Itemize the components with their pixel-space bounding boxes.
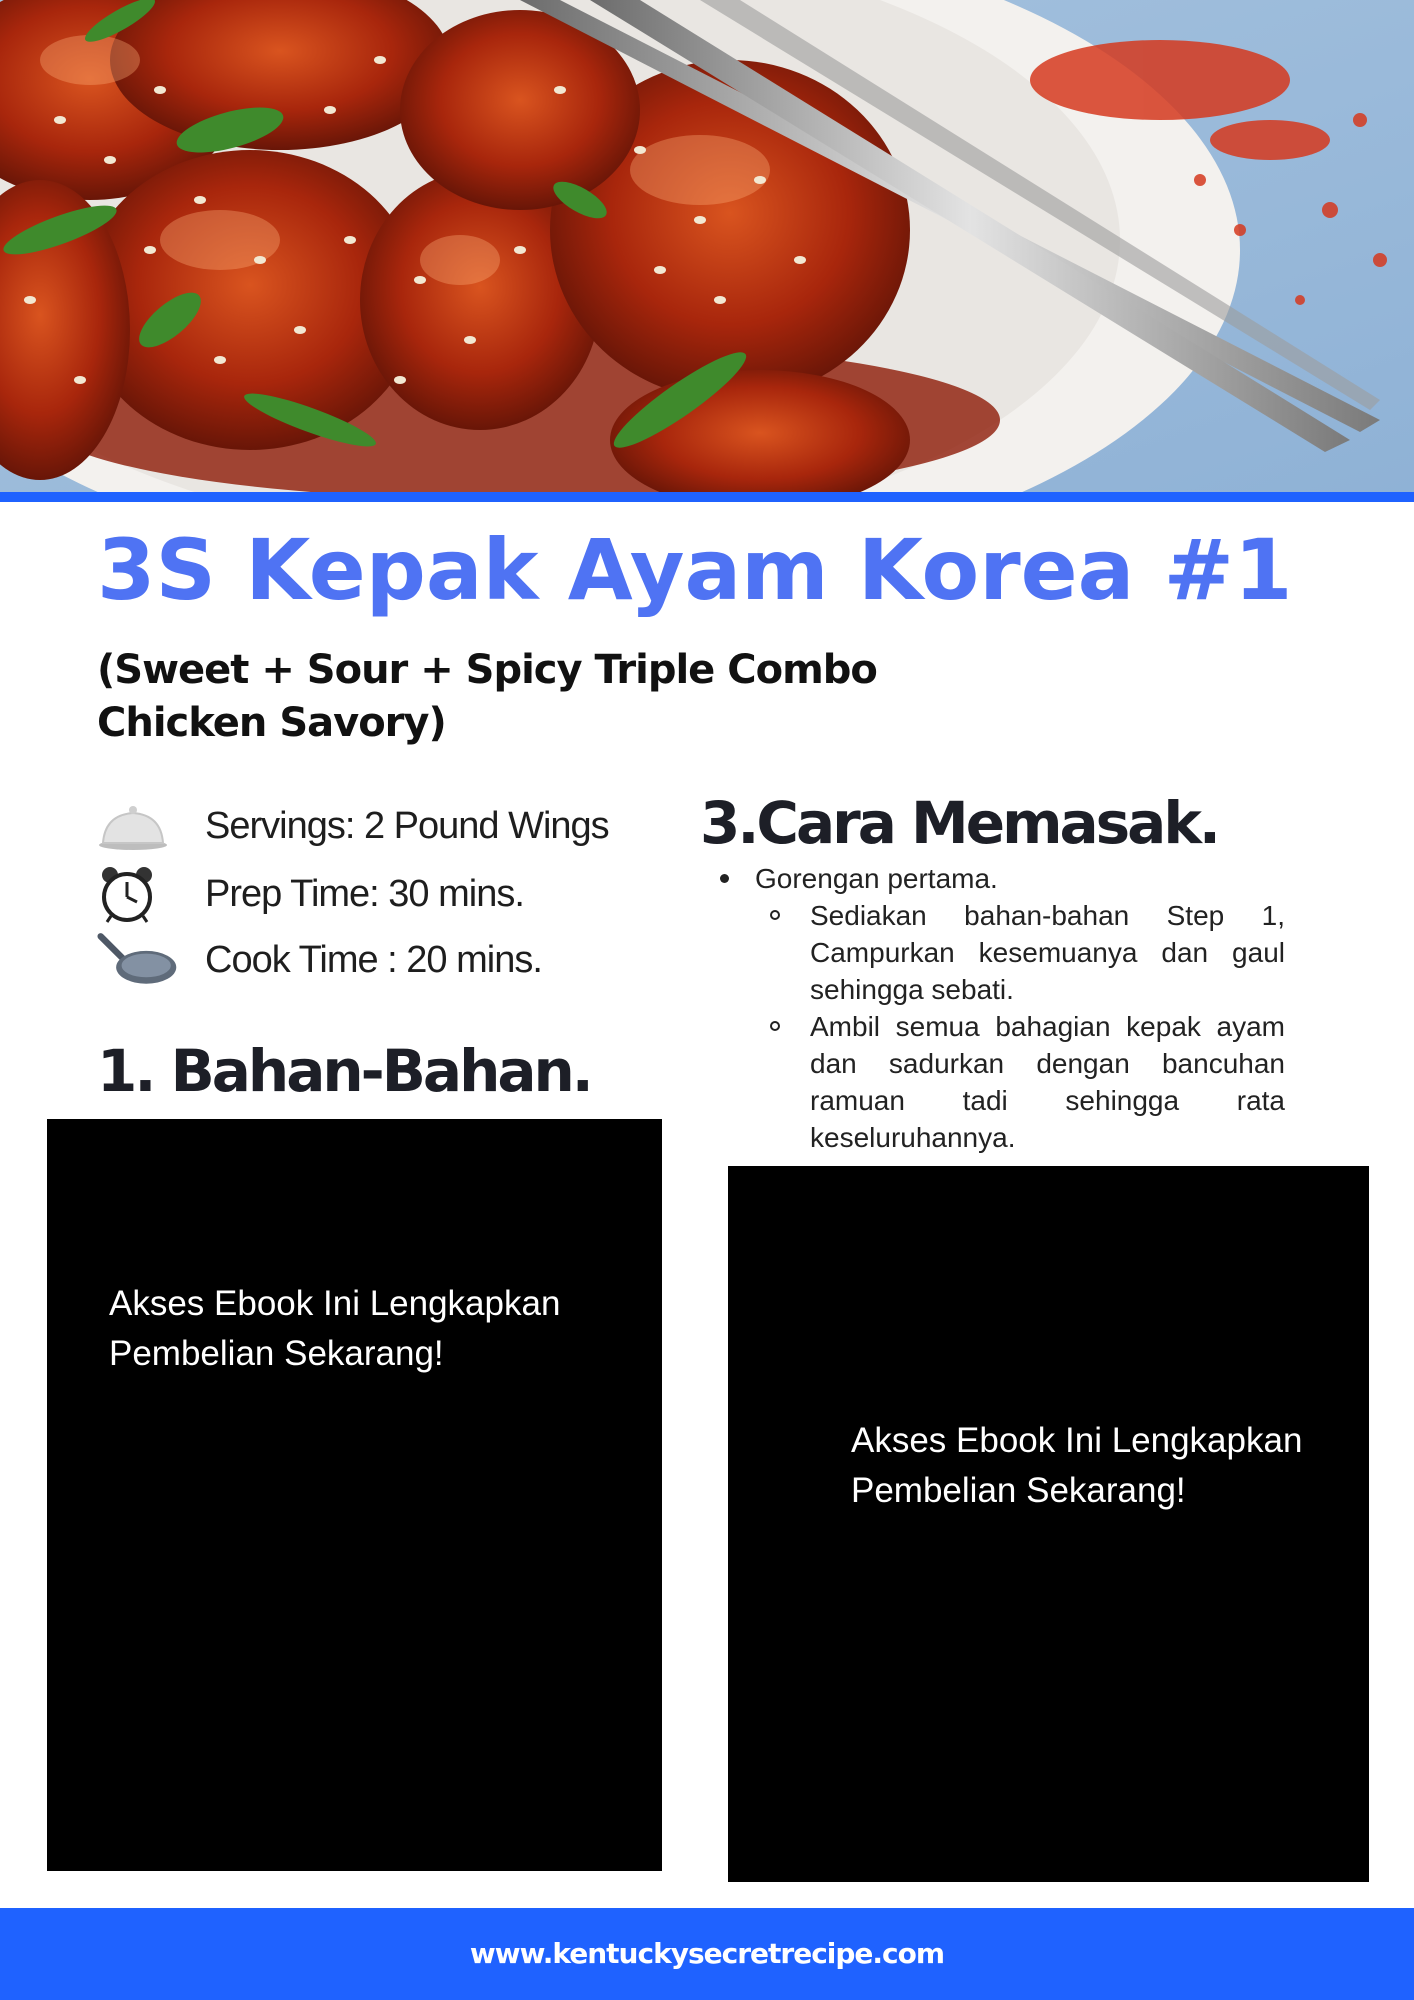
servings-text: Servings: 2 Pound Wings (205, 805, 609, 847)
list-item: Sediakan bahan-bahan Step 1, Campurkan kesemuanya dan gaul sehingga sebati. (755, 897, 1285, 1008)
method-heading: 3.Cara Memasak. (700, 789, 1218, 857)
servings-row (97, 796, 609, 856)
paywall-overlay-left[interactable] (47, 1119, 662, 1871)
step-title: Gorengan pertama. (755, 863, 998, 894)
serving-cloche-icon (97, 796, 179, 856)
list-item: Ambil semua bahagian kepak ayam dan sadurkan dengan bancuhan ramuan tadi sehingga rata keseluruhannya. (755, 1008, 1285, 1156)
method-steps (700, 860, 1285, 1156)
list-item (700, 860, 1285, 1156)
cook-time-row (97, 930, 542, 990)
recipe-title: 3S Kepak Ayam Korea #1 (97, 521, 1293, 619)
website-link[interactable]: www.kentuckysecretrecipe.com (469, 1937, 945, 1970)
frying-pan-icon (97, 930, 179, 990)
recipe-subtitle: (Sweet + Sour + Spicy Triple Combo Chicken Savory) (97, 647, 877, 746)
paywall-message[interactable]: Akses Ebook Ini Lengkapkan Pembelian Sekarang! (109, 1284, 561, 1373)
paywall-message[interactable]: Akses Ebook Ini Lengkapkan Pembelian Sekarang! (851, 1421, 1303, 1510)
paywall-overlay-right[interactable] (728, 1166, 1369, 1882)
footer-bar (0, 1908, 1414, 2000)
hero-food-photo (0, 0, 1414, 492)
alarm-clock-icon (97, 864, 179, 924)
cook-time-text: Cook Time : 20 mins. (205, 939, 542, 981)
ingredients-heading: 1. Bahan-Bahan. (97, 1037, 591, 1105)
prep-time-row (97, 864, 524, 924)
prep-time-text: Prep Time: 30 mins. (205, 873, 524, 915)
hero-divider-bar (0, 492, 1414, 502)
